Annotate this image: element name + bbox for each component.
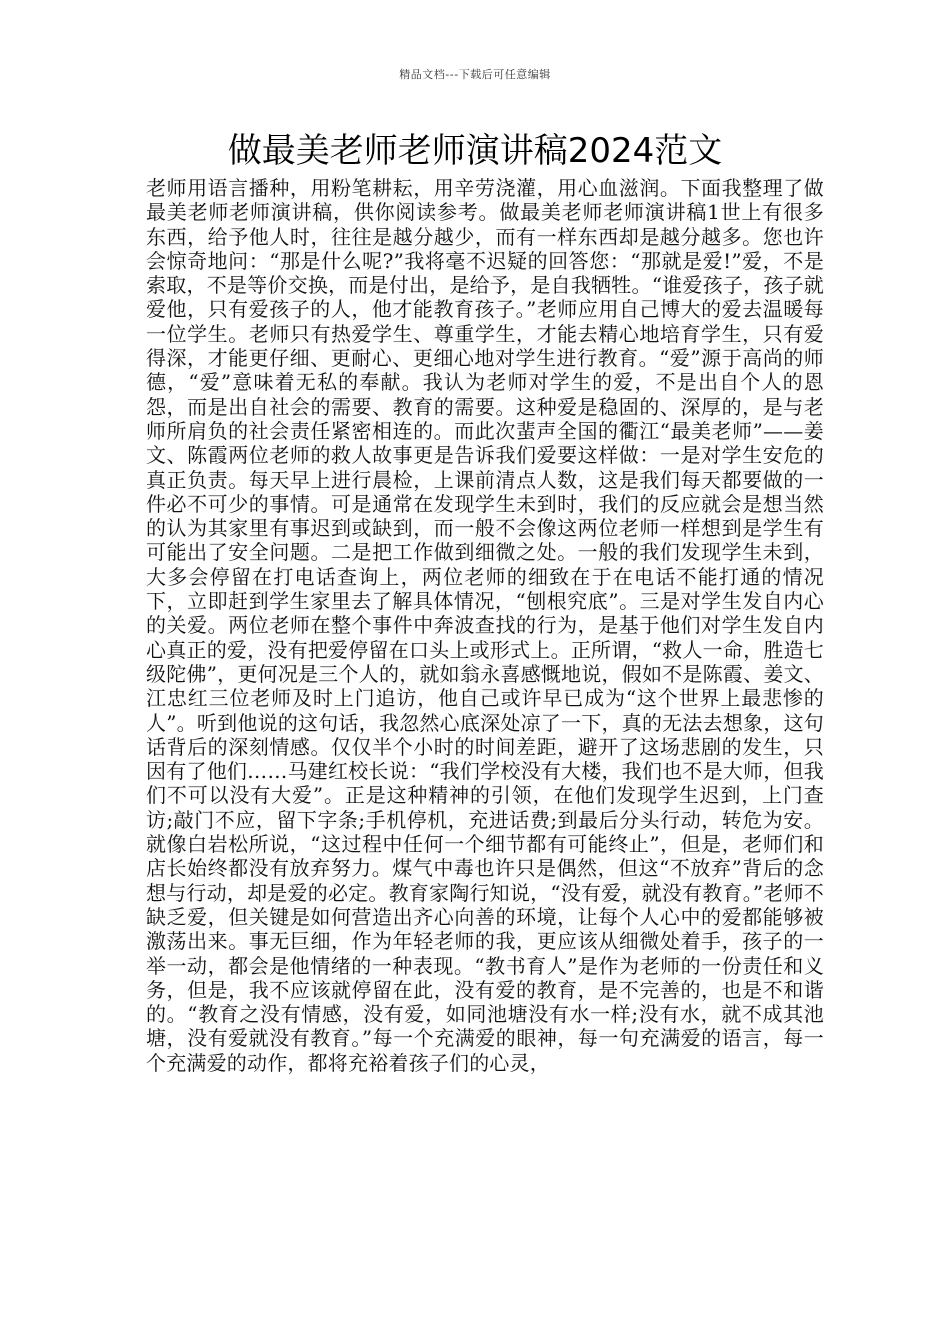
document-body: 老师用语言播种，用粉笔耕耘，用辛劳浇灌，用心血滋润。下面我整理了做最美老师老师演讲稿，供你阅读参考。做最美老师老师演讲稿1世上有很多东西，给予他人时，往往是越分越少，而有一样东西却是越分越多。您也许会惊奇地问：“那是什么呢?”我将毫不迟疑的回答您：“那就是爱!”爱，不是索取，不是等价交换，而是付出，是给予，是自我牺牲。“谁爱孩子，孩子就爱他，只有爱孩子的人，他才能教育孩子。”老师应用自己博大的爱去温暖每一位学生。老师只有热爱学生、尊重学生，才能去精心地培育学生，只有爱得深，才能更仔细、更耐心、更细心地对学生进行教育。“爱”源于高尚的师德，“爱”意味着无私的奉献。我认为老师对学生的爱，不是出自个人的恩怨，而是出自社会的需要、教育的需要。这种爱是稳固的、深厚的，是与老师所肩负的社会责任紧密相连的。而此次蜚声全国的衢江“最美老师”——姜文、陈霞两位老师的救人故事更是告诉我们爱要这样做：一是对学生安危的真正负责。每天早上进行晨检，上课前清点人数，这是我们每天都要做的一件必不可少的事情。可是通常在发现学生未到时，我们的反应就会是想当然的认为其家里有事迟到或缺到，而一般不会像这两位老师一样想到是学生有可能出了安全问题。二是把工作做到细微之处。一般的我们发现学生未到，大多会停留在打电话查询上，两位老师的细致在于在电话不能打通的情况下，立即赶到学生家里去了解具体情况，“刨根究底”。三是对学生发自内心的关爱。两位老师在整个事件中奔波查找的行为，是基于他们对学生发自内心真正的爱，没有把爱停留在口头上或形式上。正所谓，“救人一命，胜造七级陀佛”，更何况是三个人的，就如翁永喜感慨地说，假如不是陈霞、姜文、江忠红三位老师及时上门追访，他自己或许早已成为“这个世界上最悲惨的人”。听到他说的这句话，我忽然心底深处凉了一下，真的无法去想象，这句话背后的深刻情感。仅仅半个小时的时间差距，避开了这场悲剧的发生，只因有了他们……马建红校长说：“我们学校没有大楼，我们也不是大师，但我们不可以没有大爱”。正是这种精神的引领，在他们发现学生迟到，上门查访;敲门不应，留下字条;手机停机，充进话费;到最后分头行动，转危为安。就像白岩松所说，“这过程中任何一个细节都有可能终止”，但是，老师们和店长始终都没有放弃努力。煤气中毒也许只是偶然，但这“不放弃”背后的念想与行动，却是爱的必定。教育家陶行知说，“没有爱，就没有教育。”老师不缺乏爱，但关键是如何营造出齐心向善的环境，让每个人心中的爱都能够被激荡出来。事无巨细，作为年轻老师的我，更应该从细微处着手，孩子的一举一动，都会是他情绪的一种表现。“教书育人”是作为老师的一份责任和义务，但是，我不应该就停留在此，没有爱的教育，是不完善的，也是不和谐的。“教育之没有情感，没有爱，如同池塘没有水一样;没有水，就不成其池塘，没有爱就没有教育。”每一个充满爱的眼神，每一句充满爱的语言，每一个充满爱的动作，都将充裕着孩子们的心灵， [146,176,824,1075]
document-title: 做最美老师老师演讲稿2024范文 [227,131,723,171]
header-note: 精品文档---下载后可任意编辑 [399,68,551,81]
